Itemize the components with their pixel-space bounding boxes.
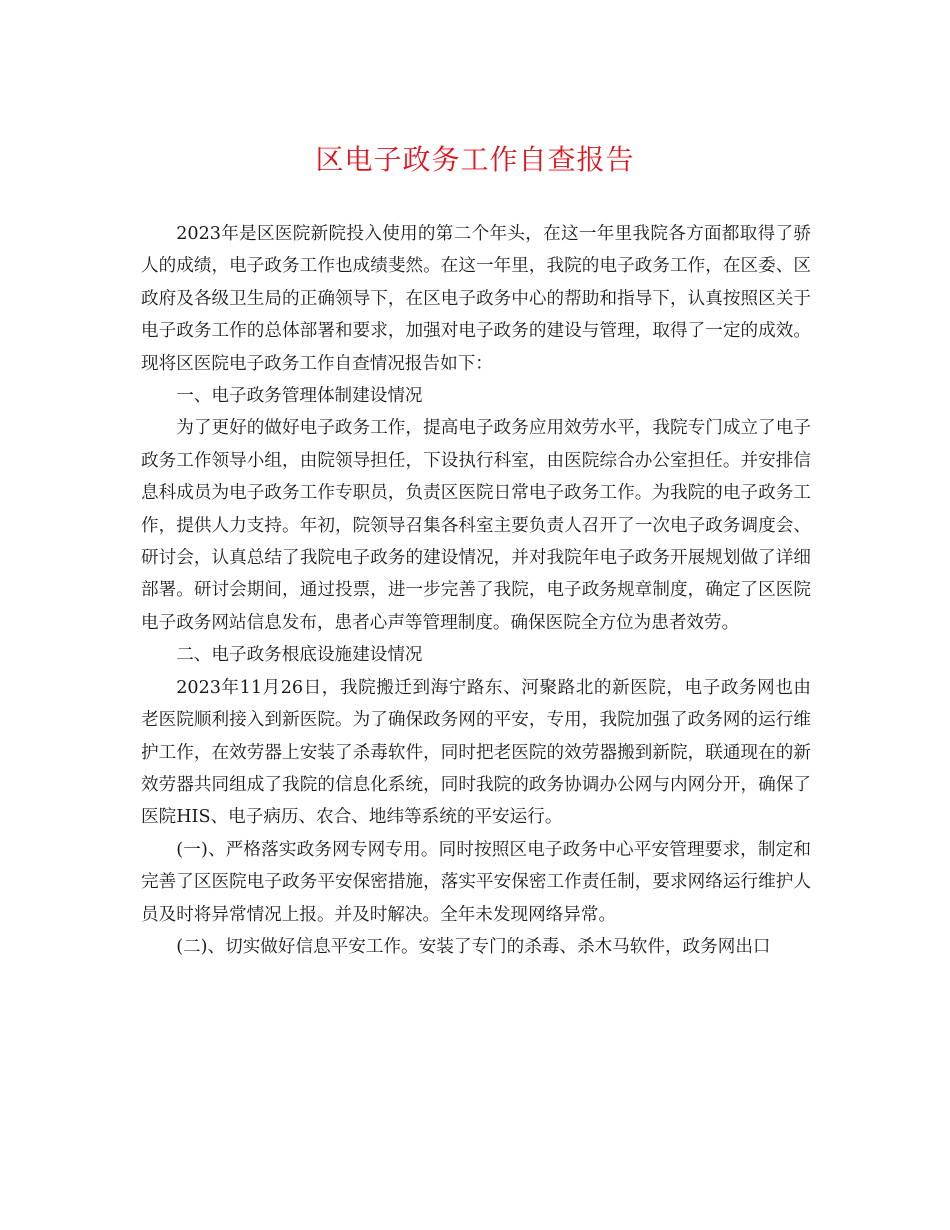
document-title: 区电子政务工作自查报告: [315, 143, 635, 176]
paragraph-item-2: (二)、切实做好信息平安工作。安装了专门的杀毒、杀木马软件，政务网出口: [176, 936, 771, 957]
paragraph-section-2: 2023年11月26日，我院搬迁到海宁路东、河聚路北的新医院，电子政务网也由老医院顺利接入到新医院。为了确保政务网的平安，专用，我院加强了政务网的运行维护工作，在效劳器上安装了杀毒软件，同时把老医院的效劳器搬到新院，联通现在的新效劳器共同组成了我院的信息化系统，同时我院的政务协调办公网与内网分开，确保了医院HIS、电子病历、农合、地纬等系统的平安运行。: [141, 677, 811, 828]
section-heading-1: 一、电子政务管理体制建设情况: [176, 386, 423, 407]
paragraph-intro: 2023年是区医院新院投入使用的第二个年头，在这一年里我院各方面都取得了骄人的成绩，电子政务工作也成绩斐然。在这一年里，我院的电子政务工作，在区委、区政府及各级卫生局的正确领导下，在区电子政务中心的帮助和指导下，认真按照区关于电子政务工作的总体部署和要求，加强对电子政务的建设与管理，取得了一定的成效。现将区医院电子政务工作自查情况报告如下：: [141, 224, 811, 374]
paragraph-section-1: 为了更好的做好电子政务工作，提高电子政务应用效劳水平，我院专门成立了电子政务工作领导小组，由院领导担任，下设执行科室，由医院综合办公室担任。并安排信息科成员为电子政务工作专职员，负责区医院日常电子政务工作。为我院的电子政务工作，提供人力支持。年初，院领导召集各科室主要负责人召开了一次电子政务调度会、研讨会，认真总结了我院电子政务的建设情况，并对我院年电子政务开展规划做了详细部署。研讨会期间，通过投票，进一步完善了我院，电子政务规章制度，确定了区医院电子政务网站信息发布，患者心声等管理制度。确保医院全方位为患者效劳。: [141, 418, 811, 633]
paragraph-item-1: (一)、严格落实政务网专网专用。同时按照区电子政务中心平安管理要求，制定和完善了区医院电子政务平安保密措施，落实平安保密工作责任制，要求网络运行维护人员及时将异常情况上报。并及时解决。全年未发现网络异常。: [141, 839, 811, 925]
section-heading-2: 二、电子政务根底设施建设情况: [176, 645, 423, 666]
document-body: [141, 218, 811, 963]
